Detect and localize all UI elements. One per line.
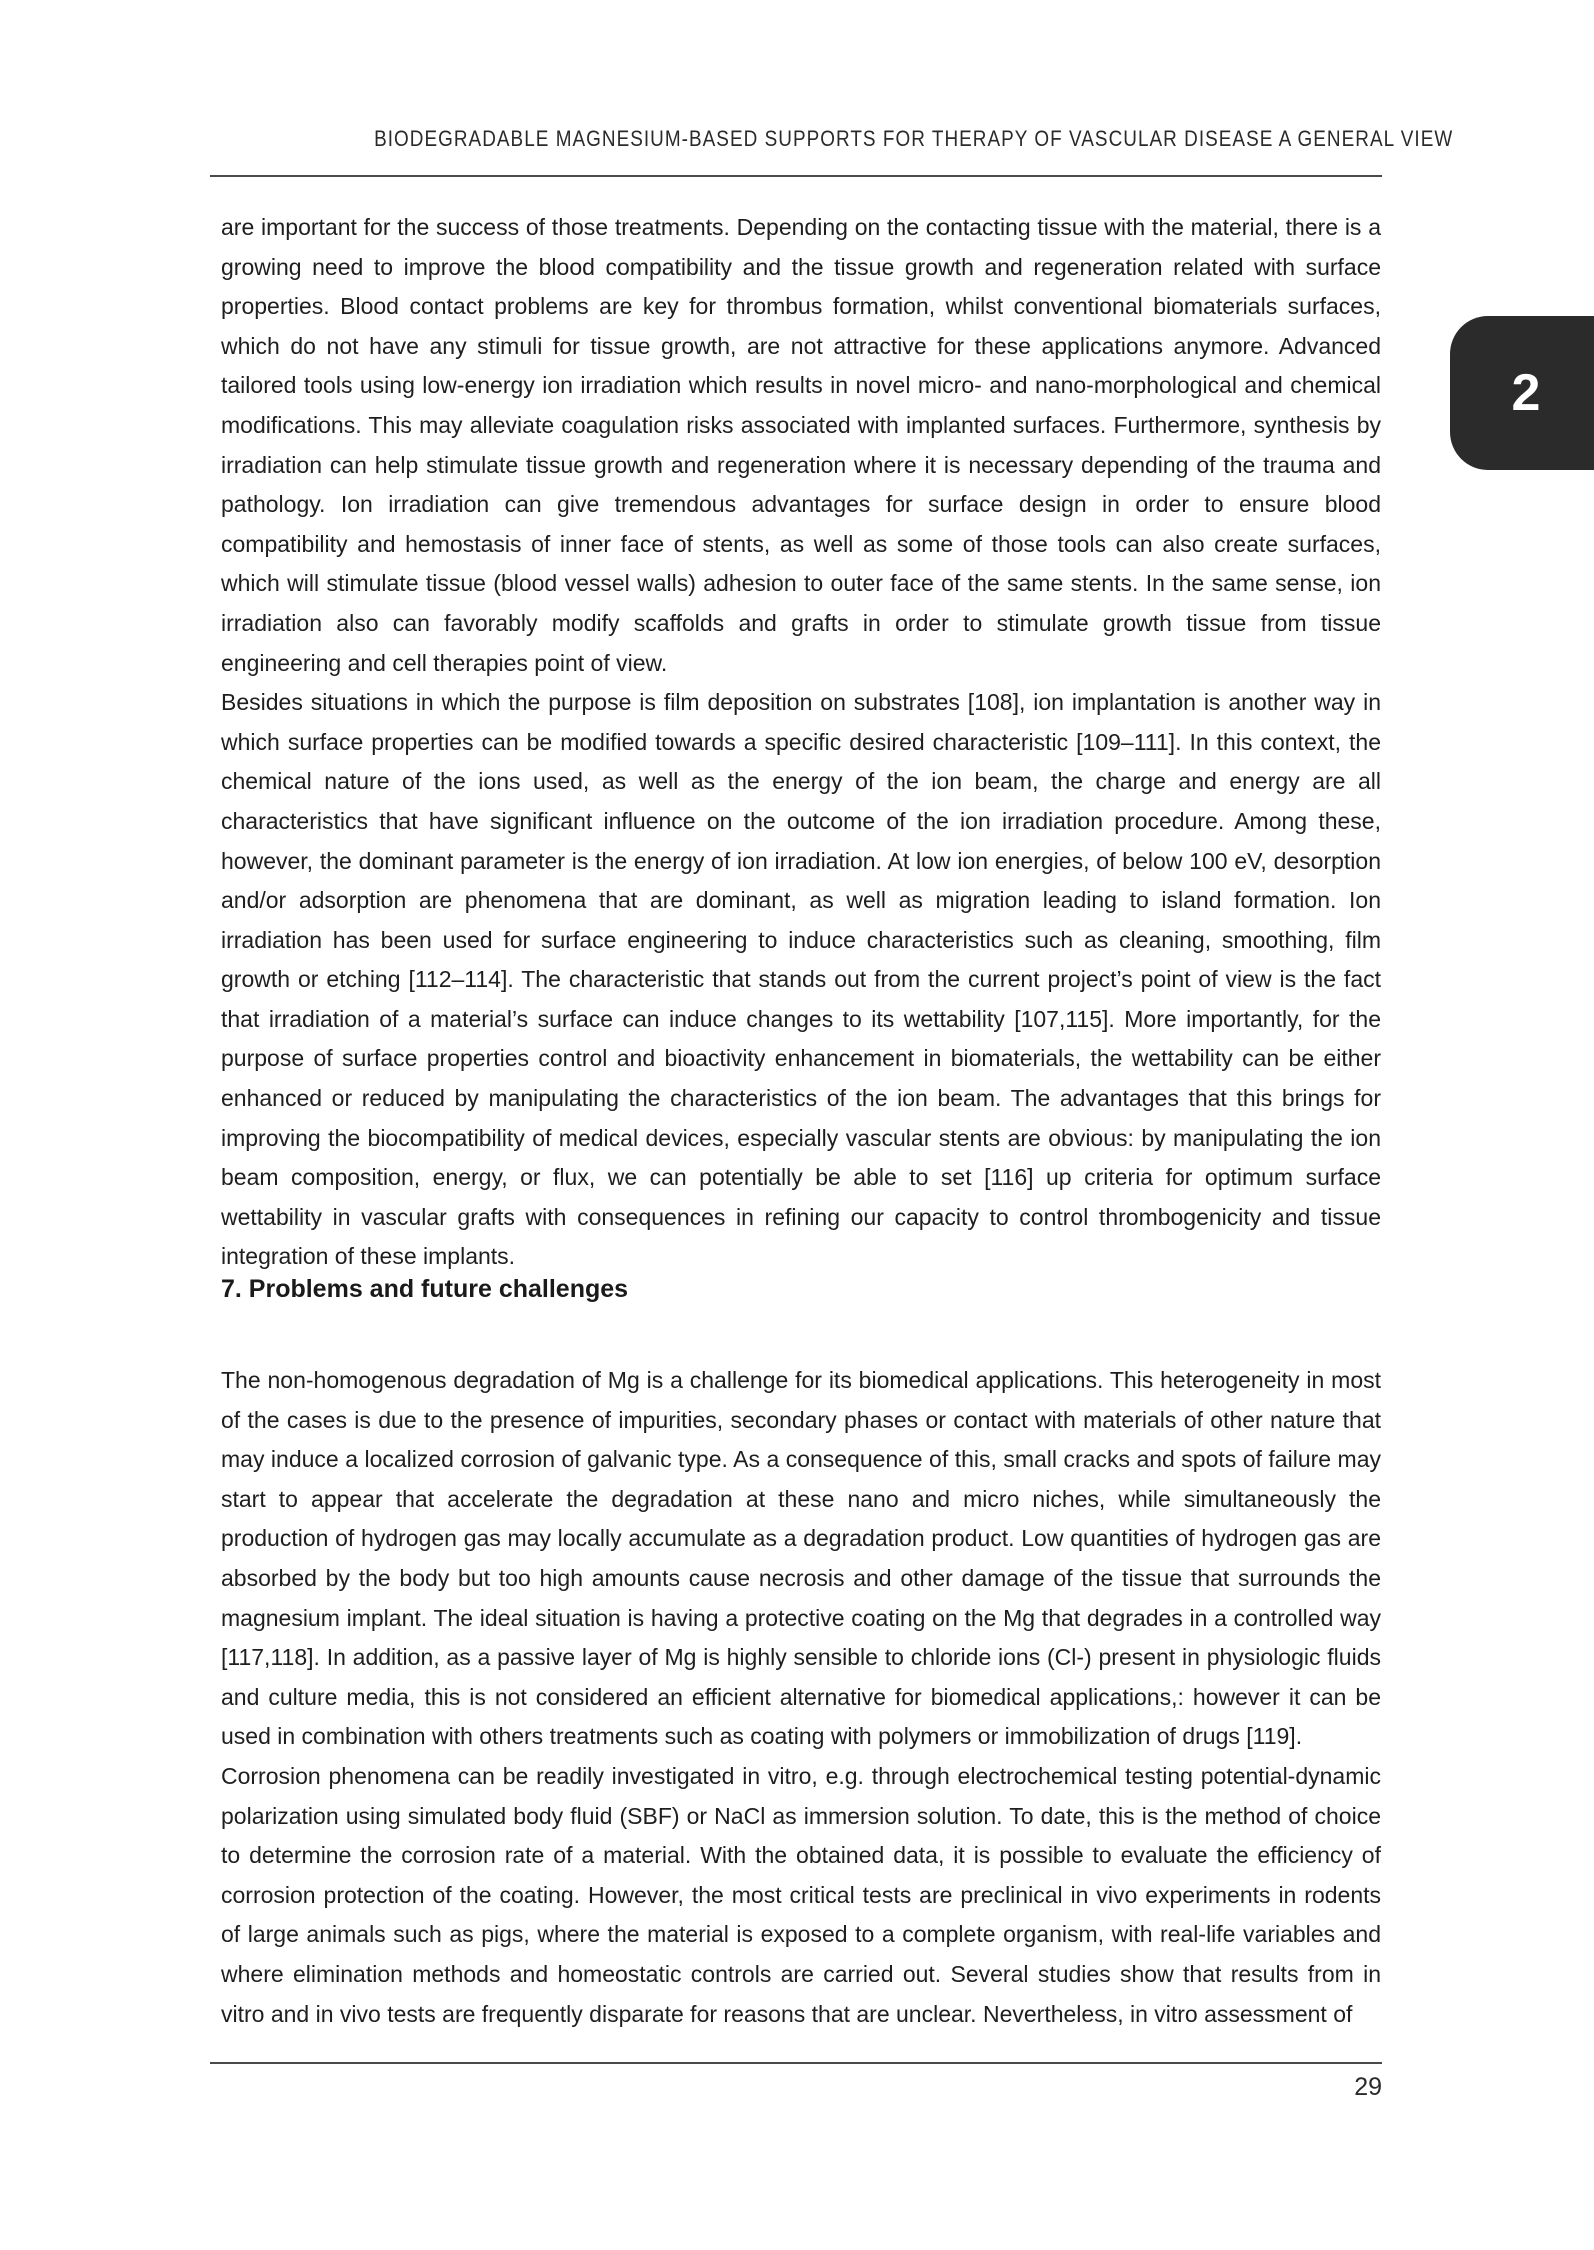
paragraph: The non-homogenous degradation of Mg is a challenge for its biomedical applications. This heterogeneity in most of the cases is due to the presence of impurities, secondary phases or contact with materials of other nature that may induce a localized corrosion of galvanic type. As a consequence of this, small cracks and spots of failure may start to appear that accelerate the degradation at these nano and micro niches, while simultaneously the production of hydrogen gas may locally accumulate as a degradation product. Low quantities of hydrogen gas are absorbed by the body but too high amounts cause necrosis and other damage of the tissue that surrounds the magnesium implant. The ideal situation is having a protective coating on the Mg that degrades in a controlled way [117,118]. In addition, as a passive layer of Mg is highly sensible to chloride ions (Cl-) present in physiologic fluids and culture media, this is not considered an efficient alternative for biomedical applications,: however it can be used in combination with others treatments such as coating with polymers or immobilization of drugs [119].	[221, 1367, 1381, 1750]
header-divider	[210, 175, 1382, 177]
body-text-after-heading	[221, 1361, 1381, 2034]
running-header: BIODEGRADABLE MAGNESIUM-BASED SUPPORTS FOR THERAPY OF VASCULAR DISEASE A GENERAL VIEW	[374, 126, 1454, 151]
section-heading: 7. Problems and future challenges	[221, 1275, 629, 1303]
footer-divider	[210, 2062, 1382, 2064]
chapter-number: 2	[1511, 364, 1541, 422]
paragraph: are important for the success of those treatments. Depending on the contacting tissue with the material, there is a growing need to improve the blood compatibility and the tissue growth and regeneration related with surface properties. Blood contact problems are key for thrombus formation, whilst conventional biomaterials surfaces, which do not have any stimuli for tissue growth, are not attractive for these applications anymore. Advanced tailored tools using low-energy ion irradiation which results in novel micro- and nano-morphological and chemical modifications. This may alleviate coagulation risks associated with implanted surfaces. Furthermore, synthesis by irradiation can help stimulate tissue growth and regeneration where it is necessary depending of the trauma and pathology. Ion irradiation can give tremendous advantages for surface design in order to ensure blood compatibility and hemostasis of inner face of stents, as well as some of those tools can also create surfaces, which will stimulate tissue (blood vessel walls) adhesion to outer face of the same stents. In the same sense, ion irradiation also can favorably modify scaffolds and grafts in order to stimulate growth tissue from tissue engineering and cell therapies point of view.	[221, 214, 1381, 676]
chapter-tab	[1450, 316, 1594, 470]
page-number: 29	[1354, 2073, 1382, 2101]
paragraph: Corrosion phenomena can be readily investigated in vitro, e.g. through electrochemical testing potential-dynamic polarization using simulated body fluid (SBF) or NaCl as immersion solution. To date, this is the method of choice to determine the corrosion rate of a material. With the obtained data, it is possible to evaluate the efficiency of corrosion protection of the coating. However, the most critical tests are preclinical in vivo experiments in rodents of large animals such as pigs, where the material is exposed to a complete organism, with real-life variables and where elimination methods and homeostatic controls are carried out. Several studies show that results from in vitro and in vivo tests are frequently disparate for reasons that are unclear. Nevertheless, in vitro assessment of	[221, 1762, 1381, 2027]
body-text-before-heading	[221, 208, 1381, 1277]
paragraph: Besides situations in which the purpose is film deposition on substrates [108], ion implantation is another way in which surface properties can be modified towards a specific desired characteristic [109–111]. In this context, the chemical nature of the ions used, as well as the energy of the ion beam, the charge and energy are all characteristics that have significant influence on the outcome of the ion irradiation procedure. Among these, however, the dominant parameter is the energy of ion irradiation. At low ion energies, of below 100 eV, desorption and/or adsorption are phenomena that are dominant, as well as migration leading to island formation. Ion irradiation has been used for surface engineering to induce characteristics such as cleaning, smoothing, film growth or etching [112–114]. The characteristic that stands out from the current project’s point of view is the fact that irradiation of a material’s surface can induce changes to its wettability [107,115]. More importantly, for the purpose of surface properties control and bioactivity enhancement in biomaterials, the wettability can be either enhanced or reduced by manipulating the characteristics of the ion beam. The advantages that this brings for improving the biocompatibility of medical devices, especially vascular stents are obvious: by manipulating the ion beam composition, energy, or flux, we can potentially be able to set [116] up criteria for optimum surface wettability in vascular grafts with consequences in refining our capacity to control thrombogenicity and tissue integration of these implants.	[221, 689, 1381, 1270]
